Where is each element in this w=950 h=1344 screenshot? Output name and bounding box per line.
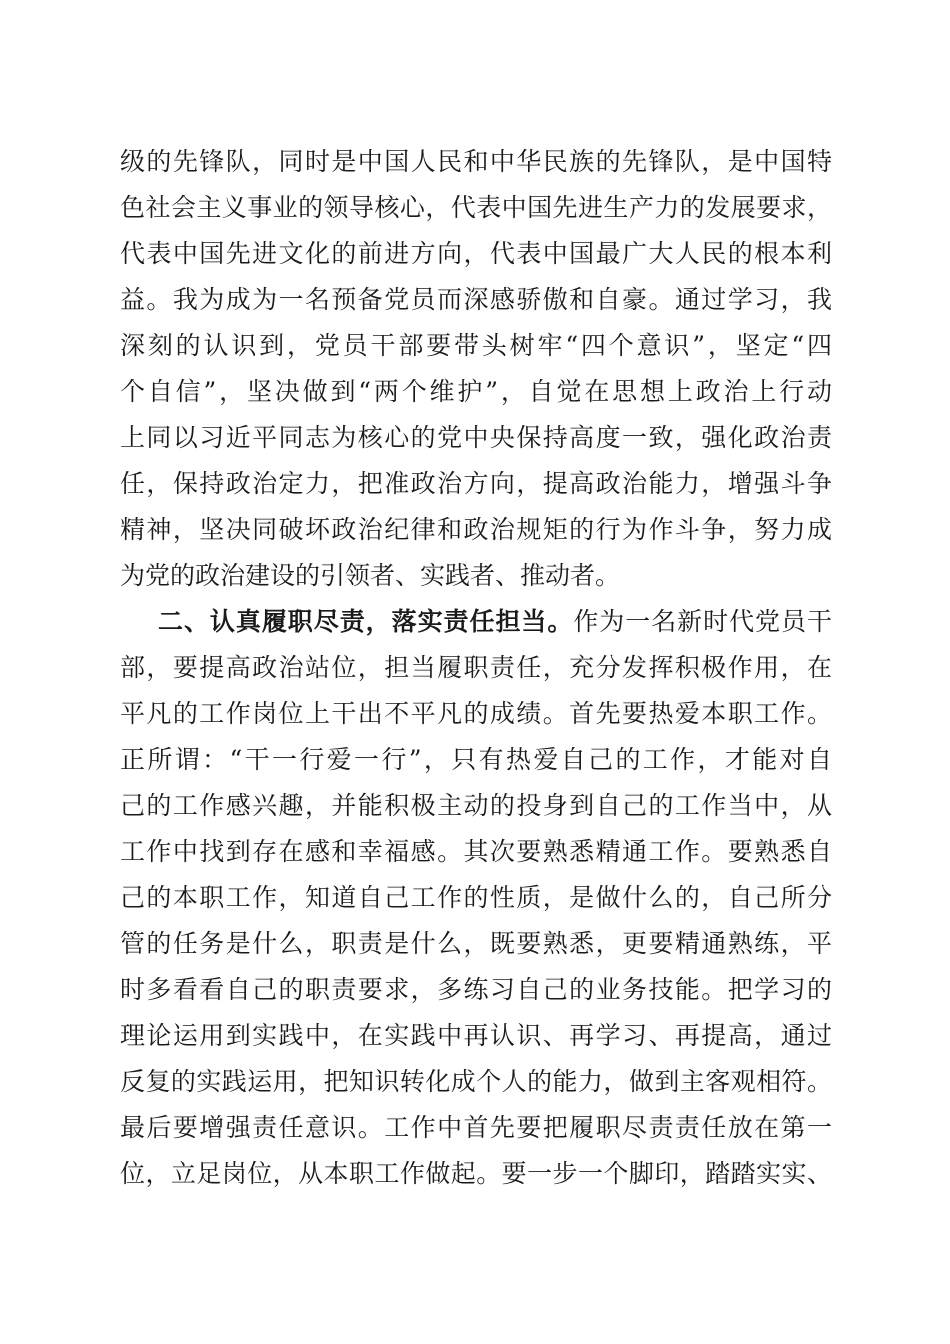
paragraph-line: 为党的政治建设的引领者、实践者、推动者。 bbox=[120, 561, 621, 590]
paragraph-line: 最后要增强责任意识。工作中首先要把履职尽责责任放在第一 bbox=[120, 1113, 832, 1142]
paragraph-line: 理论运用到实践中，在实践中再认识、再学习、再提高，通过 bbox=[120, 1021, 832, 1050]
paragraph-line-start: 作为一名新时代党员干 bbox=[573, 607, 832, 636]
paragraph-line: 部，要提高政治站位，担当履职责任，充分发挥积极作用，在 bbox=[120, 653, 832, 682]
paragraph-line: 管的任务是什么，职责是什么，既要熟悉，更要精通熟练，平 bbox=[120, 929, 832, 958]
paragraph-line: 益。我为成为一名预备党员而深感骄傲和自豪。通过学习，我 bbox=[120, 285, 832, 314]
paragraph-line: 工作中找到存在感和幸福感。其次要熟悉精通工作。要熟悉自 bbox=[120, 837, 832, 866]
paragraph-line: 个自信”，坚决做到“两个维护”，自觉在思想上政治上行动 bbox=[120, 377, 832, 406]
section-heading: 二、认真履职尽责，落实责任担当。 bbox=[158, 607, 574, 636]
section-heading-line bbox=[158, 599, 832, 645]
paragraph-line: 级的先锋队，同时是中国人民和中华民族的先锋队，是中国特 bbox=[120, 147, 832, 176]
paragraph-line: 色社会主义事业的领导核心，代表中国先进生产力的发展要求， bbox=[120, 193, 832, 222]
paragraph-line: 上同以习近平同志为核心的党中央保持高度一致，强化政治责 bbox=[120, 423, 832, 452]
paragraph-line: 任，保持政治定力，把准政治方向，提高政治能力，增强斗争 bbox=[120, 469, 832, 498]
paragraph-line: 时多看看自己的职责要求，多练习自己的业务技能。把学习的 bbox=[120, 975, 832, 1004]
paragraph-line: 反复的实践运用，把知识转化成个人的能力，做到主客观相符。 bbox=[120, 1067, 832, 1096]
paragraph-line: 己的工作感兴趣，并能积极主动的投身到自己的工作当中，从 bbox=[120, 791, 832, 820]
paragraph-line: 精神，坚决同破坏政治纪律和政治规矩的行为作斗争，努力成 bbox=[120, 515, 832, 544]
paragraph-line: 正所谓：“干一行爱一行”，只有热爱自己的工作，才能对自 bbox=[120, 745, 832, 774]
paragraph-line: 深刻的认识到，党员干部要带头树牢“四个意识”，坚定“四 bbox=[120, 331, 832, 360]
paragraph-line: 代表中国先进文化的前进方向，代表中国最广大人民的根本利 bbox=[120, 239, 832, 268]
paragraph-line: 己的本职工作，知道自己工作的性质，是做什么的，自己所分 bbox=[120, 883, 832, 912]
paragraph-line: 平凡的工作岗位上干出不平凡的成绩。首先要热爱本职工作。 bbox=[120, 699, 832, 728]
paragraph-line: 位，立足岗位，从本职工作做起。要一步一个脚印，踏踏实实、 bbox=[120, 1159, 832, 1188]
